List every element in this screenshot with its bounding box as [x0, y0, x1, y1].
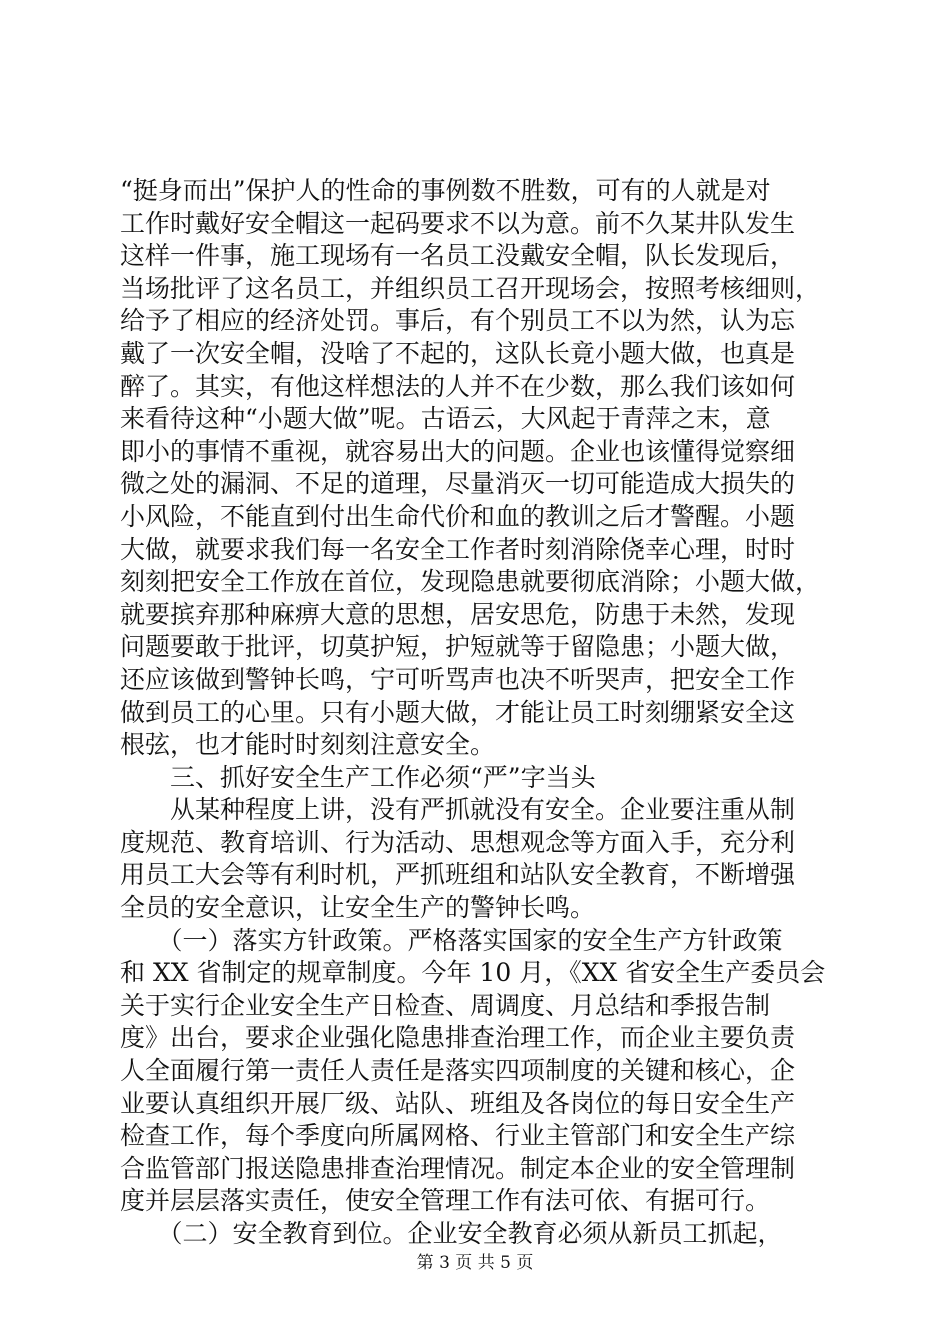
text-line: 从某种程度上讲，没有严抓就没有安全。企业要注重从制: [120, 795, 796, 825]
text-line: 做到员工的心里。只有小题大做，才能让员工时刻绷紧安全这: [120, 697, 796, 727]
page-footer: 第 3 页 共 5 页: [416, 1253, 534, 1273]
text-line: 小风险，不能直到付出生命代价和血的教训之后才警醒。小题: [120, 501, 796, 531]
text-line: 和 XX 省制定的规章制度。今年 10 月，《XX 省安全生产委员会: [120, 958, 826, 988]
text-line: 微之处的漏洞、不足的道理，尽量消灭一切可能造成大损失的: [120, 469, 796, 499]
text-line: 人全面履行第一责任人责任是落实四项制度的关键和核心，企: [120, 1056, 796, 1086]
text-line: 这样一件事，施工现场有一名员工没戴安全帽，队长发现后，: [120, 241, 796, 271]
text-line: 业要认真组织开展厂级、站队、班组及各岗位的每日安全生产: [120, 1088, 796, 1118]
text-line: 问题要敢于批评，切莫护短，护短就等于留隐患；小题大做，: [120, 632, 796, 662]
text-line: 刻刻把安全工作放在首位，发现隐患就要彻底消除；小题大做，: [120, 567, 821, 597]
text-line: 度》出台，要求企业强化隐患排查治理工作，而企业主要负责: [120, 1023, 796, 1053]
text-line: 醉了。其实，有他这样想法的人并不在少数，那么我们该如何: [120, 371, 796, 401]
text-line: 就要摈弃那种麻痹大意的思想，居安思危，防患于未然，发现: [120, 599, 796, 629]
text-line: 当场批评了这名员工，并组织员工召开现场会，按照考核细则，: [120, 273, 821, 303]
text-line: （二）安全教育到位。企业安全教育必须从新员工抓起，: [120, 1219, 783, 1248]
text-line: 合监管部门报送隐患排查治理情况。制定本企业的安全管理制: [120, 1153, 796, 1183]
text-line: 大做，就要求我们每一名安全工作者时刻消除侥幸心理，时时: [120, 534, 796, 564]
text-line: 即小的事情不重视，就容易出大的问题。企业也该懂得觉察细: [120, 436, 796, 466]
text-line: 来看待这种“小题大做”呢。古语云，大风起于青萍之末，意: [120, 404, 771, 434]
text-line: 度规范、教育培训、行为活动、思想观念等方面入手，充分利: [120, 827, 796, 857]
text-line: 根弦，也才能时时刻刻注意安全。: [120, 730, 496, 760]
text-line: 关于实行企业安全生产日检查、周调度、月总结和季报告制: [120, 990, 771, 1020]
text-line: 用员工大会等有利时机，严抓班组和站队安全教育，不断增强: [120, 860, 796, 890]
text-line: 三、抓好安全生产工作必须“严”字当头: [120, 762, 596, 792]
text-line: 度并层层落实责任，使安全管理工作有法可依、有据可行。: [120, 1186, 771, 1216]
text-line: 戴了一次安全帽，没啥了不起的，这队长竟小题大做，也真是: [120, 338, 796, 368]
text-line: “挺身而出”保护人的性命的事例数不胜数，可有的人就是对: [120, 176, 771, 205]
text-line: （一）落实方针政策。严格落实国家的安全生产方针政策: [120, 925, 783, 955]
text-line: 全员的安全意识，让安全生产的警钟长鸣。: [120, 893, 596, 923]
text-line: 给予了相应的经济处罚。事后，有个别员工不以为然，认为忘: [120, 306, 796, 336]
text-line: 工作时戴好安全帽这一起码要求不以为意。前不久某井队发生: [120, 208, 796, 238]
text-line: 还应该做到警钟长鸣，宁可听骂声也决不听哭声，把安全工作: [120, 664, 796, 694]
text-line: 检查工作，每个季度向所属网格、行业主管部门和安全生产综: [120, 1121, 796, 1151]
body-text: [120, 175, 840, 1251]
